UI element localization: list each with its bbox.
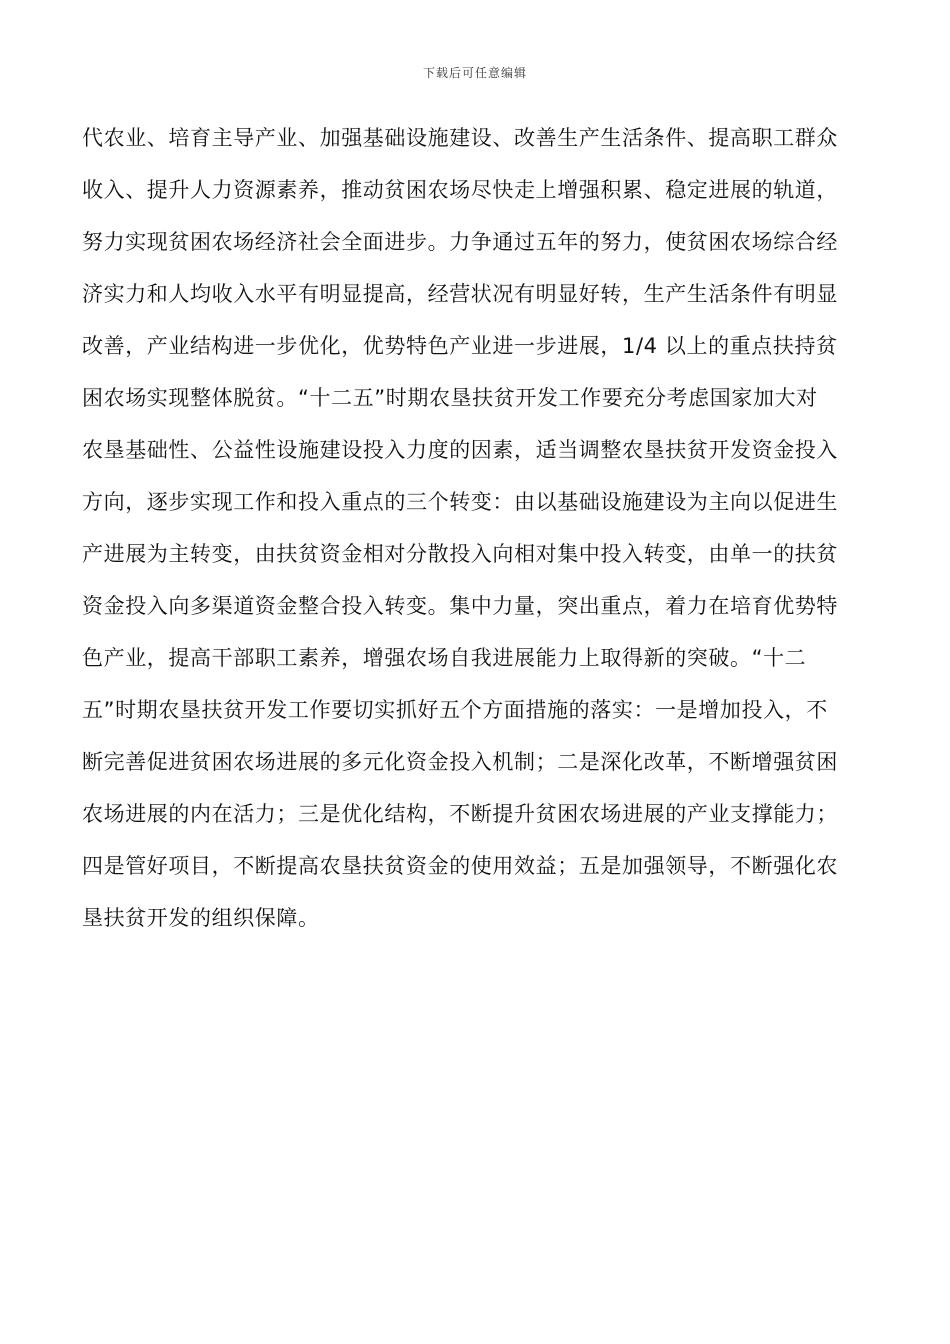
text-line: 改善，产业结构进一步优化，优势特色产业进一步进展，1/4 以上的重点扶持贫 — [82, 334, 838, 358]
text-line: 资金投入向多渠道资金整合投入转变。集中力量，突出重点，着力在培育优势特 — [82, 594, 838, 618]
text-line: 收入、提升人力资源素养，推动贫困农场尽快走上增强积累、稳定进展的轨道， — [82, 178, 838, 202]
text-line: 济实力和人均收入水平有明显提高，经营状况有明显好转，生产生活条件有明显 — [82, 282, 838, 306]
body-paragraph — [82, 112, 872, 944]
text-line: 四是管好项目，不断提高农垦扶贫资金的使用效益；五是加强领导，不断强化农 — [82, 854, 838, 878]
text-line: 农垦基础性、公益性设施建设投入力度的因素，适当调整农垦扶贫开发资金投入 — [82, 438, 838, 462]
text-line: 困农场实现整体脱贫。“十二五”时期农垦扶贫开发工作要充分考虑国家加大对 — [82, 386, 818, 410]
text-line: 色产业，提高干部职工素养，增强农场自我进展能力上取得新的突破。“十二 — [82, 646, 807, 670]
text-line: 五”时期农垦扶贫开发工作要切实抓好五个方面措施的落实：一是增加投入，不 — [82, 698, 828, 722]
text-line: 方向，逐步实现工作和投入重点的三个转变：由以基础设施建设为主向以促进生 — [82, 490, 838, 514]
text-line: 农场进展的内在活力；三是优化结构，不断提升贫困农场进展的产业支撑能力； — [82, 802, 838, 826]
text-line: 产进展为主转变，由扶贫资金相对分散投入向相对集中投入转变，由单一的扶贫 — [82, 542, 838, 566]
header-note: 下载后可任意编辑 — [422, 66, 527, 80]
text-line: 断完善促进贫困农场进展的多元化资金投入机制；二是深化改革，不断增强贫困 — [82, 750, 838, 774]
text-line: 努力实现贫困农场经济社会全面进步。力争通过五年的努力，使贫困农场综合经 — [82, 230, 838, 254]
text-line: 垦扶贫开发的组织保障。 — [82, 906, 320, 930]
text-line: 代农业、培育主导产业、加强基础设施建设、改善生产生活条件、提高职工群众 — [82, 126, 838, 150]
